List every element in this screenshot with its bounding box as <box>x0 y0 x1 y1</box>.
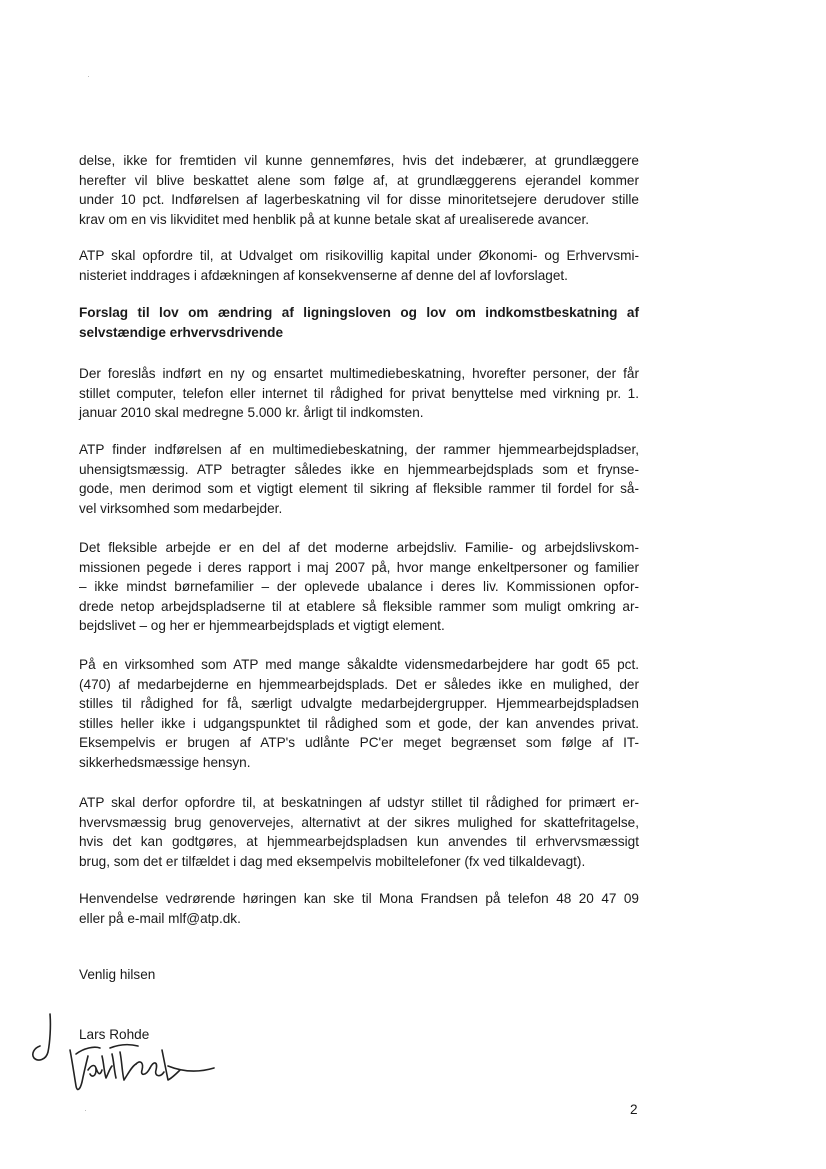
text-line: hvis det kan godtgøres, at hjemmearbejdspladsen kun anvendes til erhvervsmæssigt <box>79 834 639 850</box>
text-line: hvervsmæssig brug genovervejes, alternativt at der sikres mulighed for skattefritagelse, <box>79 814 639 830</box>
paragraph-vidensmedarbejdere <box>79 655 639 773</box>
text-line: stilles heller ikke i udgangspunktet til rådighed som et gode, der kan anvendes privat. <box>79 715 639 731</box>
text-line: ATP skal derfor opfordre til, at beskatningen af udstyr stillet til rådighed for primært er- <box>79 795 639 810</box>
text-line: vel virksomhed som medarbejder. <box>79 500 283 516</box>
text-line: delse, ikke for fremtiden vil kunne gennemføres, hvis det indebærer, at grundlæggere <box>79 153 639 168</box>
text-line: bejdslivet – og her er hjemmearbejdsplads et vigtigt element. <box>79 618 445 634</box>
paragraph-fleksible-arbejde <box>79 538 639 636</box>
text-line: gode, men derimod som et vigtigt element til sikring af fleksible rammer til fordel for så- <box>79 481 639 497</box>
text-line: ATP skal opfordre til, at Udvalget om risikovillig kapital under Økonomi- og Erhvervsmi- <box>79 248 639 263</box>
text-line: sikkerhedsmæssige hensyn. <box>79 754 251 770</box>
text-line: stilles til rådighed for få, særligt udvalgte medarbejdergrupper. Hjemmearbejdspladsen <box>79 696 639 712</box>
text-line: missionen pegede i deres rapport i maj 2007 på, hvor mange enkeltpersoner og familier <box>79 559 639 575</box>
paragraph-henvendelse <box>79 889 639 928</box>
paragraph-udvalget <box>79 246 639 285</box>
paragraph-opfordring <box>79 793 639 871</box>
text-line: stillet computer, telefon eller internet til rådighed for privat benyttelse med virkning pr. 1. <box>79 385 639 401</box>
paragraph-atp-finder <box>79 440 639 518</box>
scan-speck <box>85 1110 86 1111</box>
page-number: 2 <box>630 1102 638 1117</box>
closing-greeting: Venlig hilsen <box>79 967 156 982</box>
text-line: eller på e-mail mlf@atp.dk. <box>79 910 241 926</box>
text-line: under 10 pct. Indførelsen af lagerbeskatning vil for disse minoritetsejere derudover stille <box>79 192 639 208</box>
text-line: herefter vil blive beskattet alene som følge af, at grundlæggerens ejerandel kommer <box>79 172 639 188</box>
text-line: nisteriet inddrages i afdækningen af konsekvenserne af denne del af lovforslaget. <box>79 267 568 283</box>
text-line: brug, som det er tilfældet i dag med eksempelvis mobiltelefoner (fx ved tilkaldevagt). <box>79 853 586 869</box>
section-heading <box>79 303 639 342</box>
text-line: Eksempelvis er brugen af ATP's udlånte PC'er meget begrænset som følge af IT- <box>79 735 639 751</box>
text-line: januar 2010 skal medregne 5.000 kr. årligt til indkomsten. <box>79 405 424 421</box>
text-line: drede netop arbejdspladserne til at etablere så fleksible rammer som muligt omkring ar- <box>79 598 639 614</box>
paragraph-lagerbeskatning <box>79 151 639 229</box>
heading-line: Forslag til lov om ændring af ligningsloven og lov om indkomstbeskatning af <box>79 305 639 320</box>
text-line: På en virksomhed som ATP med mange såkaldte vidensmedarbejdere har godt 65 pct. <box>79 657 639 672</box>
text-line: Henvendelse vedrørende høringen kan ske til Mona Frandsen på telefon 48 20 47 09 <box>79 891 639 906</box>
signer-name: Lars Rohde <box>79 1027 150 1042</box>
text-line: (470) af medarbejderne en hjemmearbejdsplads. Det er således ikke en mulighed, der <box>79 676 639 692</box>
text-line: – ikke mindst børnefamilier – der oplevede ubalance i deres liv. Kommissionen opfor- <box>79 579 639 595</box>
text-line: Det fleksible arbejde er en del af det moderne arbejdsliv. Familie- og arbejdslivskom- <box>79 540 639 555</box>
text-line: ATP finder indførelsen af en multimediebeskatning, der rammer hjemmearbejdspladser, <box>79 442 639 457</box>
text-line: uhensigtsmæssig. ATP betragter således ikke en hjemmearbejdsplads som et frynse- <box>79 461 639 477</box>
scan-speck <box>88 76 89 77</box>
handwritten-signature <box>28 1008 228 1108</box>
text-line: Der foreslås indført en ny og ensartet multimediebeskatning, hvorefter personer, der får <box>79 366 639 381</box>
heading-line: selvstændige erhvervsdrivende <box>79 324 283 340</box>
paragraph-multimediebeskatning <box>79 364 639 423</box>
text-line: krav om en vis likviditet med henblik på at kunne betale skat af urealiserede avancer. <box>79 211 590 227</box>
